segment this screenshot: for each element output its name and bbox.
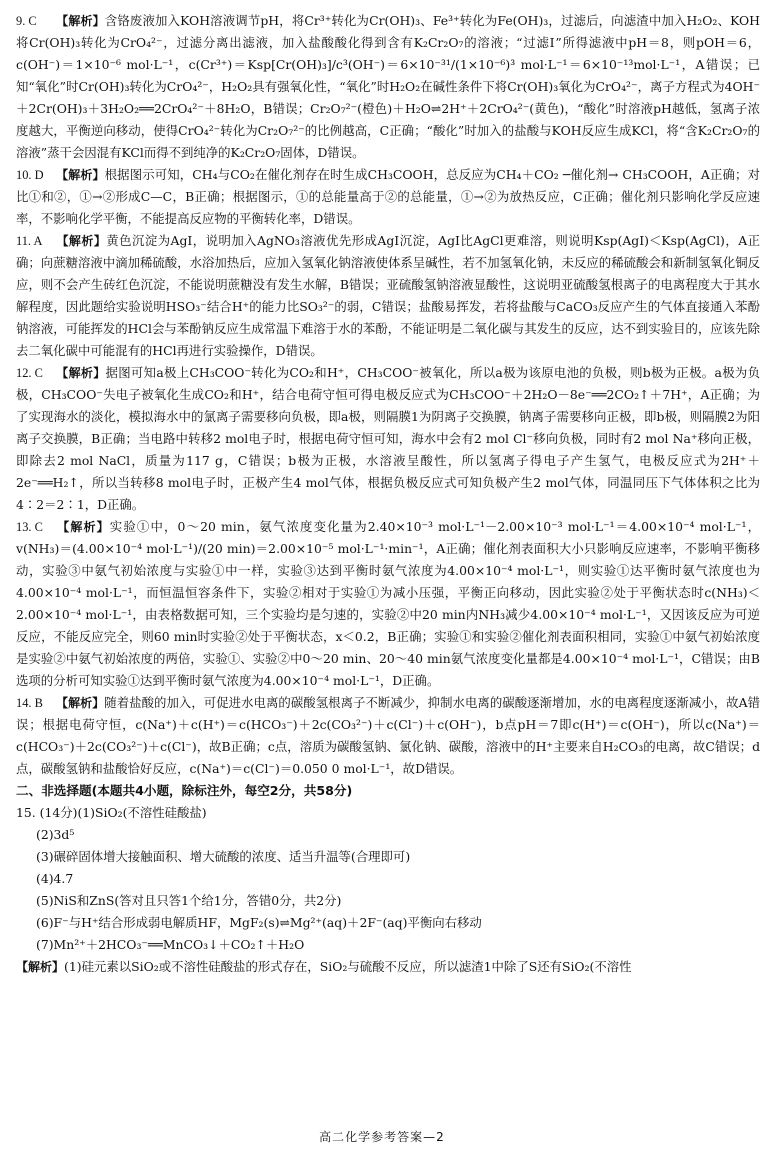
analysis-text: 含铬废液加入KOH溶液调节pH，将Cr³⁺转化为Cr(OH)₃、Fe³⁺转化为Fe(OH)₃，过滤后，向滤渣中加入H₂O₂、KOH将Cr(OH)₃转化为CrO₄²⁻，过滤分离出滤液，加入盐酸酸化得到含有K₂Cr₂O₇的溶液；“过滤Ⅰ”所得滤液中pH＝8，则pOH＝6，c(OH⁻)＝1×10⁻⁶ mol·L⁻¹，c(Cr³⁺)＝Ksp[Cr(OH)₃]/c³(OH⁻)＝6×10⁻³¹/(1×10⁻⁶)³ mol·L⁻¹＝6×10⁻¹³mol·L⁻¹，A错误；已知“氧化”时Cr(OH)₃转化为CrO₄²⁻，H₂O₂具有强氧化性，“氧化”时H₂O₂在碱性条件下将Cr(OH)₃氧化为CrO₄²⁻，离子方程式为4OH⁻＋2Cr(OH)₃＋3H₂O₂══2CrO₄²⁻＋8H₂O，B错误；Cr₂O₇²⁻(橙色)＋H₂O⇌2H⁺＋2CrO₄²⁻(黄色)，“酸化”时溶液pH越低，氢离子浓度越大，平衡逆向移动，使得CrO₄²⁻转化为Cr₂O₇²⁻的比例越高，C正确；“酸化”时加入的盐酸与KOH反应生成KCl，将“含K₂Cr₂O₇的溶液”蒸干会因混有KCl而得不到纯净的K₂Cr₂O₇固体，D错误。 — [16, 13, 760, 160]
item-number: 14. B — [16, 696, 43, 710]
analysis-text: 实验①中，0～20 min，氨气浓度变化量为2.40×10⁻³ mol·L⁻¹－2.00×10⁻³ mol·L⁻¹＝4.00×10⁻⁴ mol·L⁻¹，v(NH₃)＝(4.00×10⁻⁴ mol·L⁻¹)/(20 min)＝2.00×10⁻⁵ mol·L⁻¹·min⁻¹，A正确；催化剂表面积大小只影响反应速率，不影响平衡移动，实验③中氨气初始浓度与实验①中一样，实验③达到平衡时氨气浓度为4.00×10⁻⁴ mol·L⁻¹，则实验①达平衡时氨气浓度也为4.00×10⁻⁴ mol·L⁻¹，而恒温恒容条件下，实验②相对于实验①为减小压强，平衡正向移动，因此实验②处于平衡状态时c(NH₃)＜2.00×10⁻⁴ mol·L⁻¹，由表格数据可知，三个实验均是匀速的，实验②中20 min内NH₃减少4.00×10⁻⁴ mol·L⁻¹，又因该反应为可逆反应，不能反应完全，则60 min时实验②处于平衡状态，x＜0.2，B正确；实验①和实验②催化剂表面积相同，实验①中氨气初始浓度是实验②中氨气初始浓度的两倍，实验①、实验②中0～20 min、20～40 min氨气浓度变化量都是4.00×10⁻⁴ mol·L⁻¹，C错误；由B选项的分析可知实验①达到平衡时氨气浓度为4.00×10⁻⁴ mol·L⁻¹，D正确。 — [16, 519, 760, 688]
q15-answer-6: (6)F⁻与H⁺结合形成弱电解质HF，MgF₂(s)⇌Mg²⁺(aq)＋2F⁻(aq)平衡向右移动 — [36, 915, 482, 930]
q15-answer-5: (5)NiS和ZnS(答对且只答1个给1分，答错0分，共2分) — [36, 893, 342, 908]
analysis-text: 黄色沉淀为AgI，说明加入AgNO₃溶液优先形成AgI沉淀，AgI比AgCl更难溶，则说明Ksp(AgI)＜Ksp(AgCl)，A正确；向蔗糖溶液中滴加稀硫酸，水浴加热后，应加入氢氧化钠溶液使体系呈碱性，若不加氢氧化钠，未反应的稀硫酸会和新制氢氧化铜反应，则不会产生砖红色沉淀，不能说明蔗糖没有发生水解，B错误；亚硫酸氢钠溶液显酸性，这说明亚硫酸氢根离子的电离程度大于其水解程度，因此题给实验说明HSO₃⁻结合H⁺的能力比SO₃²⁻的弱，C错误；盐酸易挥发，若将盐酸与CaCO₃反应产生的气体直接通入苯酚钠溶液，可能挥发的HCl会与苯酚钠反应生成常温下难溶于水的苯酚，不能证明是二氧化碳与其发生的反应，达不到实验目的，应该先除去二氧化碳中可能混有的HCl再进行实验操作，D错误。 — [16, 233, 760, 358]
item-number: 11. A — [16, 234, 43, 248]
item-number: 10. D — [16, 168, 44, 182]
answer-item-11 — [16, 230, 760, 362]
analysis-tag: 【解析】 — [56, 696, 105, 710]
answer-item-12 — [16, 362, 760, 516]
analysis-tag: 【解析】 — [56, 168, 105, 182]
analysis-text: (1)硅元素以SiO₂或不溶性硅酸盐的形式存在，SiO₂与硫酸不反应，所以滤渣1中除了S还有SiO₂(不溶性 — [64, 959, 632, 974]
item-number: 12. C — [16, 366, 43, 380]
q15-header: 15. (14分)(1)SiO₂(不溶性硅酸盐) — [16, 805, 207, 820]
q15-answer-7: (7)Mn²⁺＋2HCO₃⁻══MnCO₃↓＋CO₂↑＋H₂O — [36, 937, 305, 952]
analysis-tag: 【解析】 — [16, 960, 65, 974]
analysis-tag: 【解析】 — [56, 14, 105, 28]
analysis-text: 根据图示可知，CH₄与CO₂在催化剂存在时生成CH₃COOH，总反应为CH₄＋CO₂ ─催化剂→ CH₃COOH，A正确；对比①和②，①→②形成C—C，B正确；根据图示，①的总能量高于②的总能量，①→②为放热反应，C正确；催化剂只影响化学反应速率，不影响化学平衡，不能提高反应物的平衡转化率，D错误。 — [16, 167, 760, 226]
question-15 — [16, 802, 760, 978]
analysis-tag: 【解析】 — [56, 520, 110, 534]
item-number: 9. C — [16, 14, 37, 28]
q15-answer-3: (3)碾碎固体增大接触面积、增大硫酸的浓度、适当升温等(合理即可) — [36, 849, 411, 864]
choice-answers — [16, 10, 760, 780]
q15-analysis — [16, 956, 760, 978]
q15-answer-2: (2)3d⁵ — [36, 827, 75, 842]
answer-item-9 — [16, 10, 760, 164]
analysis-tag: 【解析】 — [56, 366, 106, 380]
q15-answer-4: (4)4.7 — [36, 871, 74, 886]
analysis-text: 随着盐酸的加入，可促进水电离的碳酸氢根离子不断减少，抑制水电离的碳酸逐渐增加，水的电离程度逐渐减小，故A错误；根据电荷守恒，c(Na⁺)＋c(H⁺)＝c(HCO₃⁻)＋2c(CO₃²⁻)＋c(Cl⁻)＋c(OH⁻)，b点pH＝7即c(H⁺)＝c(OH⁻)，所以c(Na⁺)＝c(HCO₃⁻)＋2c(CO₃²⁻)＋c(Cl⁻)，故B正确；c点，溶质为碳酸氢钠、氯化钠、碳酸，溶液中的H⁺主要来自H₂CO₃的电离，故C错误；d点，碳酸氢钠和盐酸恰好反应，c(Na⁺)＝c(Cl⁻)＝0.050 0 mol·L⁻¹，故D错误。 — [16, 695, 760, 776]
answer-page — [16, 10, 760, 978]
page-footer: 高二化学参考答案—2 — [319, 1130, 445, 1144]
analysis-text: 据图可知a极上CH₃COO⁻转化为CO₂和H⁺，CH₃COO⁻被氧化，所以a极为该原电池的负极，则b极为正极。a极为负极，CH₃COO⁻失电子被氧化生成CO₂和H⁺，结合电荷守恒可得电极反应式为CH₃COO⁻＋2H₂O－8e⁻══2CO₂↑＋7H⁺，A正确；为了实现海水的淡化，模拟海水中的氯离子需要移向负极，即a极，则隔膜1为阴离子交换膜，钠离子需要移向正极，即b极，则隔膜2为阳离子交换膜，B正确；当电路中转移2 mol电子时，根据电荷守恒可知，海水中会有2 mol Cl⁻移向负极，同时有2 mol Na⁺移向正极，即除去2 mol NaCl，质量为117 g，C错误；b极为正极，水溶液呈酸性，所以氢离子得电子产生氢气，电极反应式为2H⁺＋2e⁻══H₂↑，所以当转移8 mol电子时，正极产生4 mol气体，根据负极反应式可知负极产生2 mol气体，同温同压下气体体积之比为4∶2＝2∶1，D正确。 — [16, 365, 760, 512]
answer-item-13 — [16, 516, 760, 692]
analysis-tag: 【解析】 — [56, 234, 107, 248]
section-title: 二、非选择题(本题共4小题，除标注外，每空2分，共58分) — [16, 783, 353, 798]
answer-item-14 — [16, 692, 760, 780]
answer-item-10 — [16, 164, 760, 230]
item-number: 13. C — [16, 520, 43, 534]
